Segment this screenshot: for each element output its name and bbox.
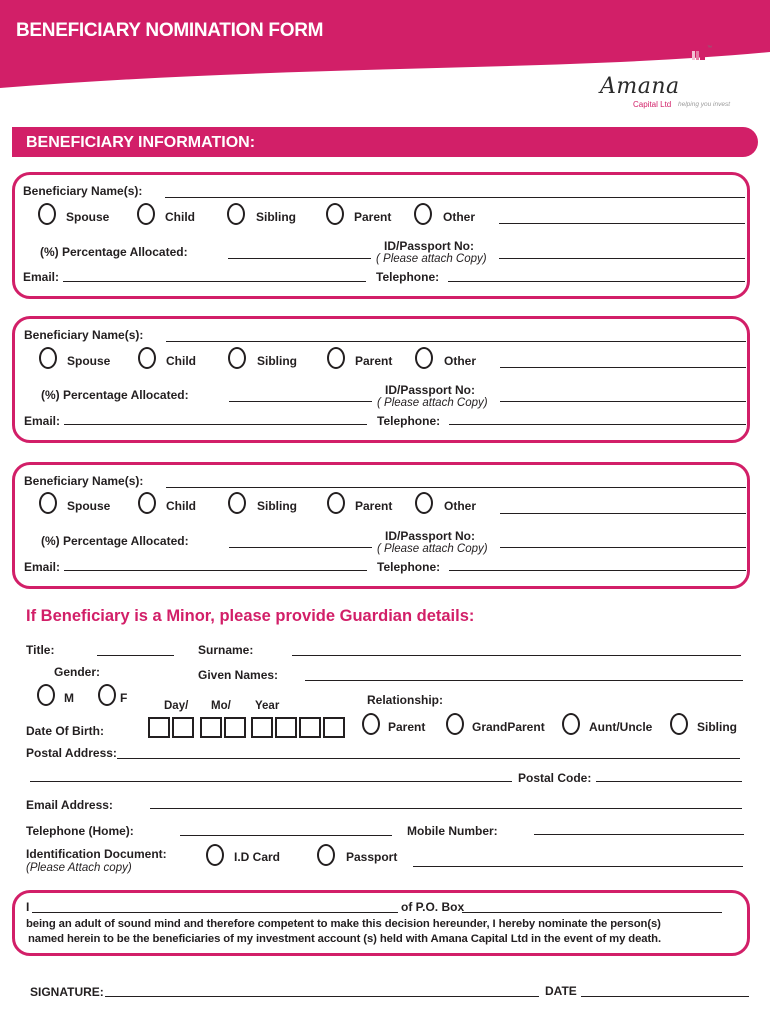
percentage-field[interactable] — [229, 401, 372, 402]
title-field[interactable] — [97, 655, 174, 656]
label-sibling: Sibling — [257, 354, 297, 368]
radio-child[interactable] — [137, 203, 155, 225]
dob-label: Date Of Birth: — [26, 724, 104, 738]
given-names-label: Given Names: — [198, 668, 279, 682]
date-field[interactable] — [581, 996, 749, 997]
id-note: ( Please attach Copy) — [376, 253, 487, 265]
id-note: ( Please attach Copy) — [377, 543, 488, 555]
radio-passport[interactable] — [317, 844, 335, 866]
id-label: ID/Passport No: — [384, 239, 475, 253]
title-label: Title: — [26, 643, 55, 657]
radio-id-card[interactable] — [206, 844, 224, 866]
declaration-text-2: named herein to be the beneficiaries of my investment account (s) held with Amana Capital Ltd in the event of my death. — [28, 933, 661, 945]
label-other: Other — [443, 210, 476, 224]
telephone-field[interactable] — [449, 570, 746, 571]
guardian-heading: If Beneficiary is a Minor, please provide Guardian details: — [26, 607, 475, 625]
logo-sub: Capital Ltd — [633, 100, 672, 109]
other-field[interactable] — [500, 513, 746, 514]
label-spouse: Spouse — [66, 210, 110, 224]
dob-year-cell-3[interactable] — [299, 717, 321, 738]
dob-month-cell-2[interactable] — [224, 717, 246, 738]
declaration-i: I — [26, 900, 30, 914]
brand-mark-icon — [692, 51, 705, 60]
percentage-label: (%) Percentage Allocated: — [40, 245, 188, 259]
telephone-label: Telephone: — [377, 560, 441, 574]
logo-name: Amana — [600, 74, 680, 99]
radio-gender-f[interactable] — [98, 684, 116, 706]
mobile-label: Mobile Number: — [407, 824, 498, 838]
declaration-text-1: being an adult of sound mind and therefore competent to make this decision hereunder, I hereby nominate the person(s) — [26, 918, 661, 930]
telephone-field[interactable] — [449, 424, 746, 425]
percentage-label: (%) Percentage Allocated: — [41, 534, 189, 548]
id-doc-label: Identification Document: — [26, 847, 167, 861]
declaration-po-box: of P.O. Box — [401, 900, 465, 914]
mobile-field[interactable] — [534, 834, 744, 835]
label-rel-aunt-uncle: Aunt/Uncle — [589, 720, 653, 734]
email-label: Email: — [24, 414, 61, 428]
tel-home-field[interactable] — [180, 835, 392, 836]
company-logo — [600, 74, 740, 114]
telephone-field[interactable] — [448, 281, 745, 282]
logo-tagline: helping you invest — [678, 101, 731, 108]
dob-year-cell-1[interactable] — [251, 717, 273, 738]
radio-other[interactable] — [415, 492, 433, 514]
beneficiary-name-field[interactable] — [165, 197, 745, 198]
email-field[interactable] — [64, 424, 367, 425]
section-title: BENEFICIARY INFORMATION: — [26, 134, 256, 151]
label-parent: Parent — [355, 499, 393, 513]
dob-year-cell-2[interactable] — [275, 717, 297, 738]
radio-parent[interactable] — [327, 347, 345, 369]
label-rel-parent: Parent — [388, 720, 426, 734]
relationship-label: Relationship: — [367, 693, 444, 707]
label-other: Other — [444, 354, 477, 368]
label-gender-f: F — [120, 691, 128, 705]
label-passport: Passport — [346, 850, 398, 864]
other-field[interactable] — [500, 367, 746, 368]
label-id-card: I.D Card — [234, 850, 281, 864]
id-field[interactable] — [500, 547, 746, 548]
label-parent: Parent — [354, 210, 392, 224]
radio-other[interactable] — [414, 203, 432, 225]
radio-spouse[interactable] — [39, 492, 57, 514]
id-doc-number-field[interactable] — [413, 866, 743, 867]
postal-address-field[interactable] — [117, 758, 740, 759]
date-label: DATE — [545, 984, 577, 998]
postal-code-label: Postal Code: — [518, 771, 592, 785]
percentage-field[interactable] — [229, 547, 372, 548]
postal-code-field[interactable] — [596, 781, 742, 782]
trademark-symbol: ™ — [707, 45, 712, 51]
id-note: ( Please attach Copy) — [377, 397, 488, 409]
dob-day-cell-1[interactable] — [148, 717, 170, 738]
telephone-label: Telephone: — [377, 414, 441, 428]
radio-sibling[interactable] — [228, 347, 246, 369]
id-field[interactable] — [500, 401, 746, 402]
id-label: ID/Passport No: — [385, 383, 476, 397]
radio-parent[interactable] — [327, 492, 345, 514]
form-title: BENEFICIARY NOMINATION FORM — [16, 20, 324, 41]
email-field[interactable] — [64, 570, 367, 571]
radio-rel-grandparent[interactable] — [446, 713, 464, 735]
signature-field[interactable] — [105, 996, 539, 997]
radio-parent[interactable] — [326, 203, 344, 225]
dob-month-label: Mo/ — [211, 700, 231, 712]
dob-month-cell-1[interactable] — [200, 717, 222, 738]
id-doc-note: (Please Attach copy) — [26, 862, 132, 874]
email-label: Email: — [24, 560, 61, 574]
label-child: Child — [165, 210, 195, 224]
email-address-field[interactable] — [150, 808, 742, 809]
email-label: Email: — [23, 270, 60, 284]
telephone-label: Telephone: — [376, 270, 440, 284]
label-gender-m: M — [64, 691, 74, 705]
radio-sibling[interactable] — [227, 203, 245, 225]
radio-sibling[interactable] — [228, 492, 246, 514]
signature-label: SIGNATURE: — [30, 985, 104, 999]
radio-spouse[interactable] — [38, 203, 56, 225]
label-sibling: Sibling — [257, 499, 297, 513]
beneficiary-name-field[interactable] — [166, 487, 746, 488]
surname-field[interactable] — [292, 655, 741, 656]
gender-label: Gender: — [54, 665, 101, 679]
radio-rel-sibling[interactable] — [670, 713, 688, 735]
po-box-field[interactable] — [462, 912, 722, 913]
radio-spouse[interactable] — [39, 347, 57, 369]
tel-home-label: Telephone (Home): — [26, 824, 134, 838]
percentage-field[interactable] — [228, 258, 371, 259]
label-child: Child — [166, 499, 196, 513]
radio-rel-parent[interactable] — [362, 713, 380, 735]
dob-year-cell-4[interactable] — [323, 717, 345, 738]
beneficiary-name-label: Beneficiary Name(s): — [23, 184, 143, 198]
id-label: ID/Passport No: — [385, 529, 476, 543]
beneficiary-name-field[interactable] — [166, 341, 746, 342]
radio-child[interactable] — [138, 492, 156, 514]
label-rel-grandparent: GrandParent — [472, 720, 545, 734]
label-child: Child — [166, 354, 196, 368]
email-address-label: Email Address: — [26, 798, 113, 812]
percentage-label: (%) Percentage Allocated: — [41, 388, 189, 402]
beneficiary-name-label: Beneficiary Name(s): — [24, 474, 144, 488]
dob-year-label: Year — [255, 700, 280, 712]
label-spouse: Spouse — [67, 499, 111, 513]
declarant-name-field[interactable] — [32, 912, 398, 913]
dob-day-label: Day/ — [164, 700, 189, 712]
radio-rel-aunt-uncle[interactable] — [562, 713, 580, 735]
label-parent: Parent — [355, 354, 393, 368]
id-field[interactable] — [499, 258, 745, 259]
postal-address-field-2[interactable] — [30, 781, 512, 782]
given-names-field[interactable] — [305, 680, 743, 681]
label-rel-sibling: Sibling — [697, 720, 737, 734]
label-other: Other — [444, 499, 477, 513]
surname-label: Surname: — [198, 643, 254, 657]
email-field[interactable] — [63, 281, 366, 282]
dob-day-cell-2[interactable] — [172, 717, 194, 738]
label-spouse: Spouse — [67, 354, 111, 368]
radio-child[interactable] — [138, 347, 156, 369]
postal-address-label: Postal Address: — [26, 746, 117, 760]
beneficiary-name-label: Beneficiary Name(s): — [24, 328, 144, 342]
radio-gender-m[interactable] — [37, 684, 55, 706]
other-field[interactable] — [499, 223, 745, 224]
radio-other[interactable] — [415, 347, 433, 369]
label-sibling: Sibling — [256, 210, 296, 224]
